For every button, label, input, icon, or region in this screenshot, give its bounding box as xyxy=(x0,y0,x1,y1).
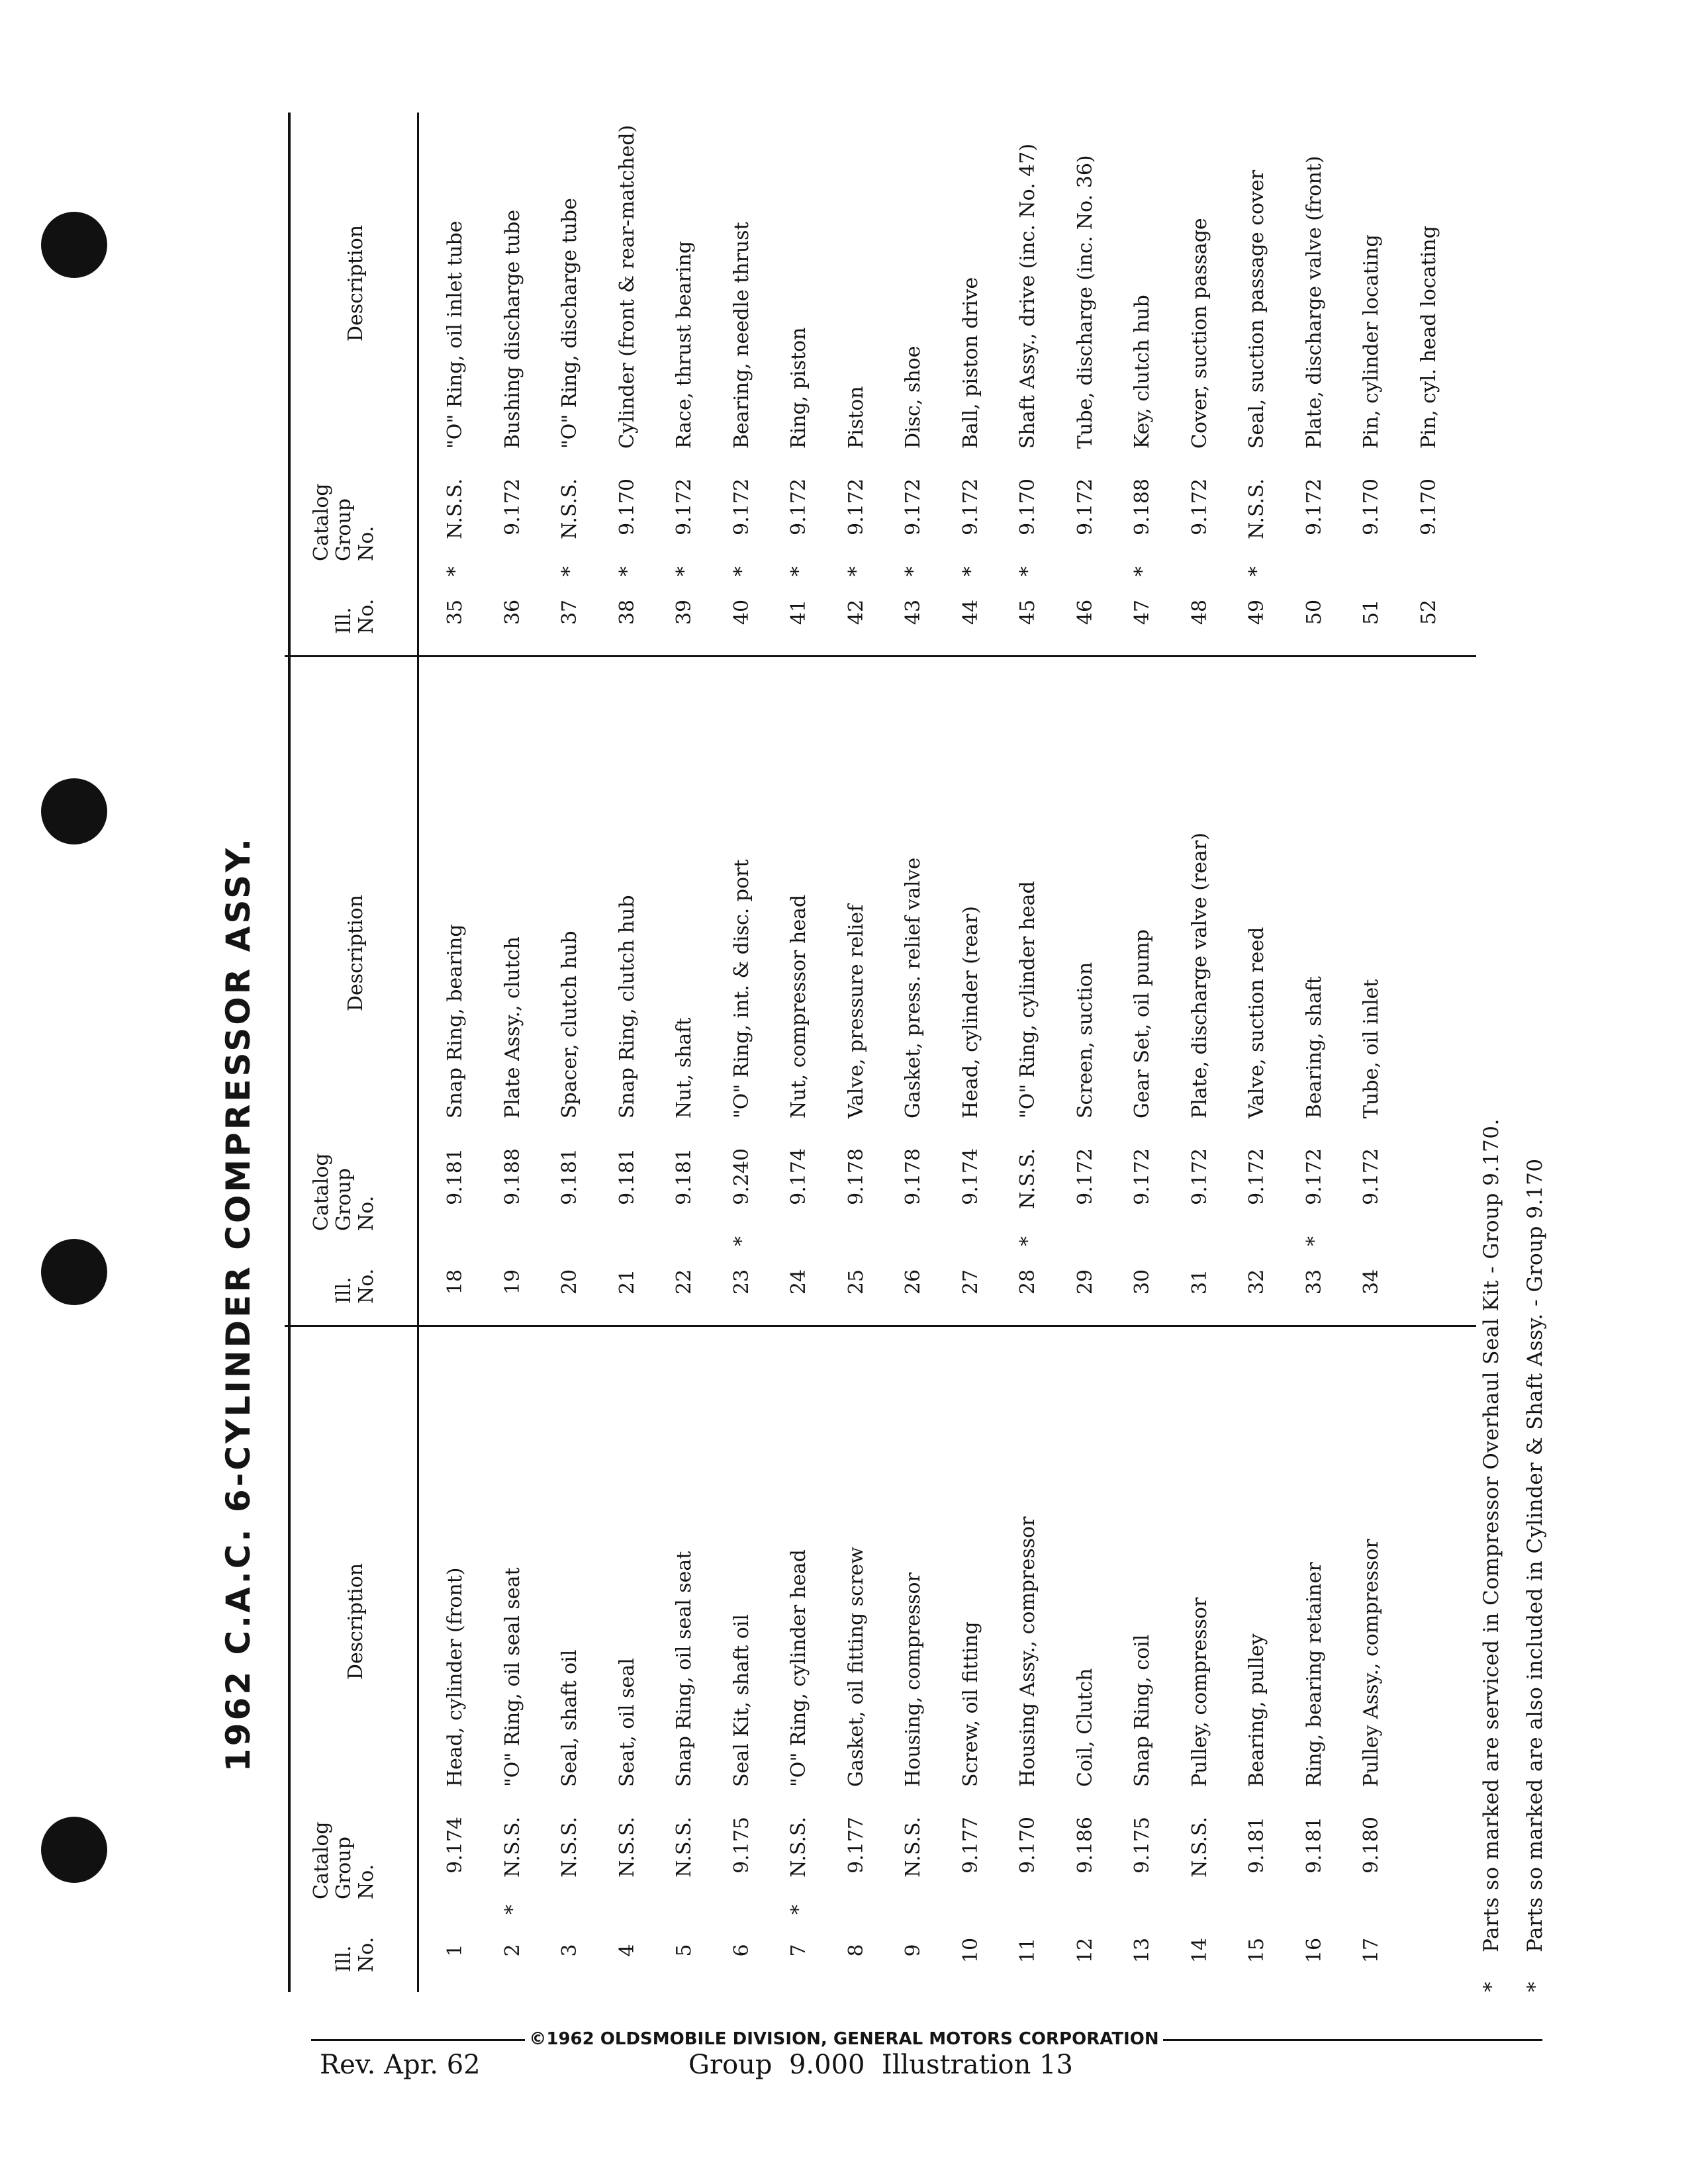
group-illustration-reference: Group 9.000 Illustration 13 xyxy=(688,2050,1073,2080)
table-row xyxy=(599,662,656,1324)
part-description: Pulley, compressor xyxy=(1188,1597,1211,1787)
asterisk-mark: * xyxy=(729,567,753,576)
catalog-group-number: N.S.S. xyxy=(615,1817,639,1878)
footnote-2 xyxy=(1513,1118,1557,1992)
part-description: Tube, oil inlet xyxy=(1360,979,1383,1118)
table-row xyxy=(1172,662,1229,1324)
column-separator-1 xyxy=(285,1325,1476,1327)
table-row xyxy=(427,662,484,1324)
table-row xyxy=(828,1330,885,1992)
ill-number: 14 xyxy=(1188,1937,1211,1964)
header-description: Description xyxy=(344,1563,367,1680)
part-description: Disc, shoe xyxy=(902,345,925,449)
parts-table xyxy=(288,0,1446,1992)
ill-number: 20 xyxy=(558,1269,581,1295)
part-description: Snap Ring, oil seal seat xyxy=(673,1551,696,1787)
table-row xyxy=(485,1330,541,1992)
ill-number: 45 xyxy=(1016,599,1039,625)
asterisk-mark: * xyxy=(1131,567,1154,576)
table-row xyxy=(541,662,598,1324)
catalog-group-number: 9.170 xyxy=(1417,478,1440,535)
catalog-group-number: 9.175 xyxy=(729,1817,753,1874)
ill-number: 23 xyxy=(729,1269,753,1295)
asterisk-mark: * xyxy=(558,567,581,576)
table-row xyxy=(1229,1330,1286,1992)
binder-hole-4 xyxy=(41,1817,107,1883)
column-separator-2 xyxy=(285,655,1476,657)
part-description: Snap Ring, clutch hub xyxy=(615,895,639,1118)
catalog-group-number: 9.177 xyxy=(959,1817,982,1874)
part-description: Seal Kit, shaft oil xyxy=(729,1614,753,1787)
part-description: Tube, discharge (inc. No. 36) xyxy=(1073,155,1097,449)
catalog-group-number: 9.181 xyxy=(558,1148,581,1205)
table-row xyxy=(656,1330,713,1992)
part-description: Pin, cyl. head locating xyxy=(1417,226,1440,449)
ill-number: 27 xyxy=(959,1269,982,1295)
table-row xyxy=(1000,1330,1056,1992)
catalog-group-number: 9.172 xyxy=(1302,1148,1326,1205)
part-description: Snap Ring, coil xyxy=(1131,1634,1154,1787)
ill-number: 16 xyxy=(1302,1937,1326,1964)
catalog-group-number: 9.181 xyxy=(444,1148,467,1205)
header-catalog-group-no: Catalog Group No. xyxy=(310,1821,378,1899)
part-description: Screen, suction xyxy=(1073,962,1097,1118)
part-description: Plate, discharge valve (front) xyxy=(1302,156,1326,449)
table-row xyxy=(943,662,1000,1324)
column-group-3 xyxy=(288,0,1446,654)
catalog-group-number: 9.170 xyxy=(1360,478,1383,535)
part-description: Race, thrust bearing xyxy=(673,240,696,449)
part-description: Valve, pressure relief xyxy=(844,904,868,1118)
ill-number: 28 xyxy=(1016,1269,1039,1295)
part-description: Gasket, press. relief valve xyxy=(902,857,925,1118)
binder-hole-1 xyxy=(41,212,107,278)
ill-number: 1 xyxy=(444,1944,467,1957)
catalog-group-number: N.S.S. xyxy=(787,1817,810,1878)
ill-number: 31 xyxy=(1188,1269,1211,1295)
header-catalog-group-no: Catalog Group No. xyxy=(310,1153,378,1231)
ill-number: 49 xyxy=(1245,599,1268,625)
table-row xyxy=(599,1330,656,1992)
table-row xyxy=(541,1330,598,1992)
table-row xyxy=(943,0,1000,654)
asterisk-mark: * xyxy=(500,1905,524,1915)
ill-number: 22 xyxy=(673,1269,696,1295)
catalog-group-number: 9.172 xyxy=(844,478,868,535)
ill-number: 41 xyxy=(787,599,810,625)
part-description: Cover, suction passage xyxy=(1188,218,1211,449)
footnote-mark: * xyxy=(1479,1981,1503,1992)
part-description: Head, cylinder (front) xyxy=(444,1567,467,1787)
catalog-group-number: 9.172 xyxy=(959,478,982,535)
catalog-group-number: 9.172 xyxy=(1131,1148,1154,1205)
table-row xyxy=(1343,662,1400,1324)
binder-hole-3 xyxy=(41,1239,107,1305)
asterisk-mark: * xyxy=(1245,567,1268,576)
catalog-group-number: 9.170 xyxy=(1016,478,1039,535)
table-row xyxy=(714,1330,771,1992)
ill-number: 4 xyxy=(615,1944,639,1957)
binder-hole-2 xyxy=(41,778,107,844)
part-description: Snap Ring, bearing xyxy=(444,924,467,1118)
table-row xyxy=(1229,662,1286,1324)
catalog-group-number: N.S.S. xyxy=(1188,1817,1211,1878)
table-row xyxy=(1172,0,1229,654)
part-description: Bearing, needle thrust xyxy=(729,222,753,449)
copyright-text: ©1962 OLDSMOBILE DIVISION, GENERAL MOTORS CORPORATION xyxy=(525,2029,1162,2049)
asterisk-mark: * xyxy=(615,567,639,576)
asterisk-mark: * xyxy=(1302,1236,1326,1246)
table-row xyxy=(885,1330,942,1992)
part-description: Seat, oil seal xyxy=(615,1658,639,1787)
table-row xyxy=(714,0,771,654)
part-description: "O" Ring, oil inlet tube xyxy=(444,220,467,449)
table-row xyxy=(541,0,598,654)
catalog-group-number: N.S.S. xyxy=(673,1817,696,1878)
part-description: "O" Ring, cylinder head xyxy=(1016,881,1039,1118)
part-description: "O" Ring, oil seal seat xyxy=(500,1567,524,1787)
catalog-group-number: N.S.S. xyxy=(558,1817,581,1878)
footnote-1 xyxy=(1470,1118,1513,1992)
catalog-group-number: 9.181 xyxy=(615,1148,639,1205)
part-description: Spacer, clutch hub xyxy=(558,931,581,1118)
asterisk-mark: * xyxy=(729,1236,753,1246)
part-description: Ring, bearing retainer xyxy=(1302,1562,1326,1787)
table-row xyxy=(1286,662,1343,1324)
table-row xyxy=(1114,0,1171,654)
rotated-parts-list xyxy=(218,0,1595,1992)
catalog-group-number: N.S.S. xyxy=(500,1817,524,1878)
ill-number: 37 xyxy=(558,599,581,625)
catalog-group-number: N.S.S. xyxy=(444,478,467,539)
catalog-group-number: 9.172 xyxy=(1188,1148,1211,1205)
ill-number: 5 xyxy=(673,1944,696,1957)
catalog-group-number: 9.174 xyxy=(787,1148,810,1205)
catalog-group-number: N.S.S. xyxy=(558,478,581,539)
asterisk-mark: * xyxy=(787,567,810,576)
header-ill-no: Ill. No. xyxy=(332,598,378,634)
table-row xyxy=(771,0,827,654)
table-row xyxy=(485,662,541,1324)
ill-number: 51 xyxy=(1360,599,1383,625)
ill-number: 3 xyxy=(558,1944,581,1957)
table-row xyxy=(1229,0,1286,654)
ill-number: 13 xyxy=(1131,1937,1154,1964)
ill-number: 34 xyxy=(1360,1269,1383,1295)
part-description: Seal, shaft oil xyxy=(558,1649,581,1787)
table-row xyxy=(1057,1330,1114,1992)
table-row xyxy=(1401,0,1458,654)
ill-number: 35 xyxy=(444,599,467,625)
part-description: Head, cylinder (rear) xyxy=(959,906,982,1118)
part-description: Bearing, shaft xyxy=(1302,976,1326,1118)
ill-number: 33 xyxy=(1302,1269,1326,1295)
ill-number: 40 xyxy=(729,599,753,625)
catalog-group-number: 9.188 xyxy=(1131,478,1154,535)
table-row xyxy=(828,0,885,654)
table-row xyxy=(1343,0,1400,654)
table-row xyxy=(1114,662,1171,1324)
asterisk-mark: * xyxy=(1016,567,1039,576)
ill-number: 11 xyxy=(1016,1937,1039,1964)
catalog-group-number: 9.175 xyxy=(1131,1817,1154,1874)
ill-number: 25 xyxy=(844,1269,868,1295)
ill-number: 7 xyxy=(787,1944,810,1957)
asterisk-mark: * xyxy=(959,567,982,576)
header-ill-no: Ill. No. xyxy=(332,1268,378,1304)
ill-number: 19 xyxy=(500,1269,524,1295)
part-description: Gear Set, oil pump xyxy=(1131,929,1154,1118)
ill-number: 26 xyxy=(902,1269,925,1295)
part-description: Gasket, oil fitting screw xyxy=(844,1547,868,1787)
part-description: Pin, cylinder locating xyxy=(1360,234,1383,449)
footnotes xyxy=(1470,1118,1557,1992)
part-description: Ball, piston drive xyxy=(959,277,982,449)
ill-number: 18 xyxy=(444,1269,467,1295)
part-description: Bearing, pulley xyxy=(1245,1633,1268,1787)
table-row xyxy=(1114,1330,1171,1992)
table-row xyxy=(1286,0,1343,654)
table-row xyxy=(1057,0,1114,654)
table-row xyxy=(943,1330,1000,1992)
footnote-text: Parts so marked are also included in Cylinder & Shaft Assy. - Group 9.170 xyxy=(1523,1158,1547,1952)
ill-number: 10 xyxy=(959,1937,982,1964)
column-group-1 xyxy=(288,1330,1446,1992)
catalog-group-number: 9.172 xyxy=(902,478,925,535)
catalog-group-number: 9.186 xyxy=(1073,1817,1097,1874)
catalog-group-number: 9.178 xyxy=(902,1148,925,1205)
ill-number: 29 xyxy=(1073,1269,1097,1295)
header-description: Description xyxy=(344,894,367,1012)
catalog-group-number: N.S.S. xyxy=(1016,1148,1039,1209)
catalog-group-number: 9.172 xyxy=(1360,1148,1383,1205)
catalog-group-number: 9.240 xyxy=(729,1148,753,1205)
catalog-group-number: 9.172 xyxy=(1302,478,1326,535)
table-row xyxy=(771,1330,827,1992)
ill-number: 43 xyxy=(902,599,925,625)
ill-number: 50 xyxy=(1302,599,1326,625)
part-description: Bushing discharge tube xyxy=(500,209,524,449)
table-row xyxy=(599,0,656,654)
catalog-group-number: 9.174 xyxy=(959,1148,982,1205)
part-description: Plate Assy., clutch xyxy=(500,936,524,1118)
catalog-group-number: 9.172 xyxy=(673,478,696,535)
catalog-group-number: 9.172 xyxy=(729,478,753,535)
catalog-group-number: 9.170 xyxy=(615,478,639,535)
page-title: 1962 C.A.C. 6-CYLINDER COMPRESSOR ASSY. xyxy=(219,835,258,1772)
ill-number: 15 xyxy=(1245,1937,1268,1964)
header-ill-no: Ill. No. xyxy=(332,1936,378,1972)
ill-number: 17 xyxy=(1360,1937,1383,1964)
table-row xyxy=(1000,0,1056,654)
asterisk-mark: * xyxy=(787,1905,810,1915)
catalog-group-number: 9.172 xyxy=(787,478,810,535)
ill-number: 32 xyxy=(1245,1269,1268,1295)
catalog-group-number: 9.180 xyxy=(1360,1817,1383,1874)
table-row xyxy=(1286,1330,1343,1992)
part-description: Coil, Clutch xyxy=(1073,1668,1097,1787)
table-row xyxy=(427,0,484,654)
part-description: Seal, suction passage cover xyxy=(1245,169,1268,449)
ill-number: 2 xyxy=(500,1944,524,1957)
catalog-group-number: N.S.S. xyxy=(1245,478,1268,539)
revision-date: Rev. Apr. 62 xyxy=(320,2050,481,2080)
asterisk-mark: * xyxy=(902,567,925,576)
ill-number: 21 xyxy=(615,1269,639,1295)
part-description: Screw, oil fitting xyxy=(959,1621,982,1787)
part-description: Nut, shaft xyxy=(673,1017,696,1118)
table-row xyxy=(656,0,713,654)
ill-number: 24 xyxy=(787,1269,810,1295)
table-row xyxy=(1172,1330,1229,1992)
part-description: Plate, discharge valve (rear) xyxy=(1188,833,1211,1118)
catalog-group-number: 9.172 xyxy=(1245,1148,1268,1205)
table-row xyxy=(1057,662,1114,1324)
catalog-group-number: 9.188 xyxy=(500,1148,524,1205)
footnote-mark: * xyxy=(1523,1981,1547,1992)
ill-number: 42 xyxy=(844,599,868,625)
catalog-group-number: 9.172 xyxy=(1073,478,1097,535)
part-description: Housing, compressor xyxy=(902,1572,925,1787)
part-description: Cylinder (front & rear-matched) xyxy=(615,124,639,449)
catalog-group-number: 9.181 xyxy=(1245,1817,1268,1874)
ill-number: 47 xyxy=(1131,599,1154,625)
header-catalog-group-no: Catalog Group No. xyxy=(310,483,378,561)
ill-number: 46 xyxy=(1073,599,1097,625)
ill-number: 39 xyxy=(673,599,696,625)
table-row xyxy=(828,662,885,1324)
part-description: "O" Ring, cylinder head xyxy=(787,1549,810,1787)
table-row xyxy=(771,662,827,1324)
catalog-group-number: 9.170 xyxy=(1016,1817,1039,1874)
column-group-2 xyxy=(288,662,1446,1324)
part-description: Ring, piston xyxy=(787,327,810,449)
ill-number: 8 xyxy=(844,1944,868,1957)
catalog-group-number: 9.174 xyxy=(444,1817,467,1874)
ill-number: 38 xyxy=(615,599,639,625)
part-description: Piston xyxy=(844,386,868,449)
catalog-group-number: 9.181 xyxy=(673,1148,696,1205)
catalog-group-number: 9.181 xyxy=(1302,1817,1326,1874)
part-description: Valve, suction reed xyxy=(1245,927,1268,1118)
part-description: Housing Assy., compressor xyxy=(1016,1516,1039,1787)
catalog-group-number: 9.172 xyxy=(1188,478,1211,535)
part-description: Pulley Assy., compressor xyxy=(1360,1539,1383,1787)
table-row xyxy=(885,662,942,1324)
ill-number: 52 xyxy=(1417,599,1440,625)
table-row xyxy=(714,662,771,1324)
table-row xyxy=(427,1330,484,1992)
footnote-text: Parts so marked are serviced in Compressor Overhaul Seal Kit - Group 9.170. xyxy=(1479,1118,1503,1952)
ill-number: 12 xyxy=(1073,1937,1097,1964)
catalog-group-number: N.S.S. xyxy=(902,1817,925,1878)
catalog-group-number: 9.177 xyxy=(844,1817,868,1874)
ill-number: 6 xyxy=(729,1944,753,1957)
part-description: "O" Ring, int. & disc. port xyxy=(729,859,753,1118)
part-description: Key, clutch hub xyxy=(1131,295,1154,449)
asterisk-mark: * xyxy=(1016,1236,1039,1246)
header-description: Description xyxy=(344,224,367,342)
catalog-group-number: 9.172 xyxy=(500,478,524,535)
asterisk-mark: * xyxy=(673,567,696,576)
table-row xyxy=(1000,662,1056,1324)
table-row xyxy=(485,0,541,654)
table-row xyxy=(1343,1330,1400,1992)
part-description: Nut, compressor head xyxy=(787,894,810,1118)
part-description: Shaft Assy., drive (inc. No. 47) xyxy=(1016,143,1039,449)
ill-number: 44 xyxy=(959,599,982,625)
catalog-group-number: 9.178 xyxy=(844,1148,868,1205)
part-description: "O" Ring, discharge tube xyxy=(558,198,581,449)
table-row xyxy=(656,662,713,1324)
ill-number: 36 xyxy=(500,599,524,625)
catalog-group-number: 9.172 xyxy=(1073,1148,1097,1205)
asterisk-mark: * xyxy=(844,567,868,576)
ill-number: 48 xyxy=(1188,599,1211,625)
asterisk-mark: * xyxy=(444,567,467,576)
ill-number: 9 xyxy=(902,1944,925,1957)
ill-number: 30 xyxy=(1131,1269,1154,1295)
table-row xyxy=(885,0,942,654)
